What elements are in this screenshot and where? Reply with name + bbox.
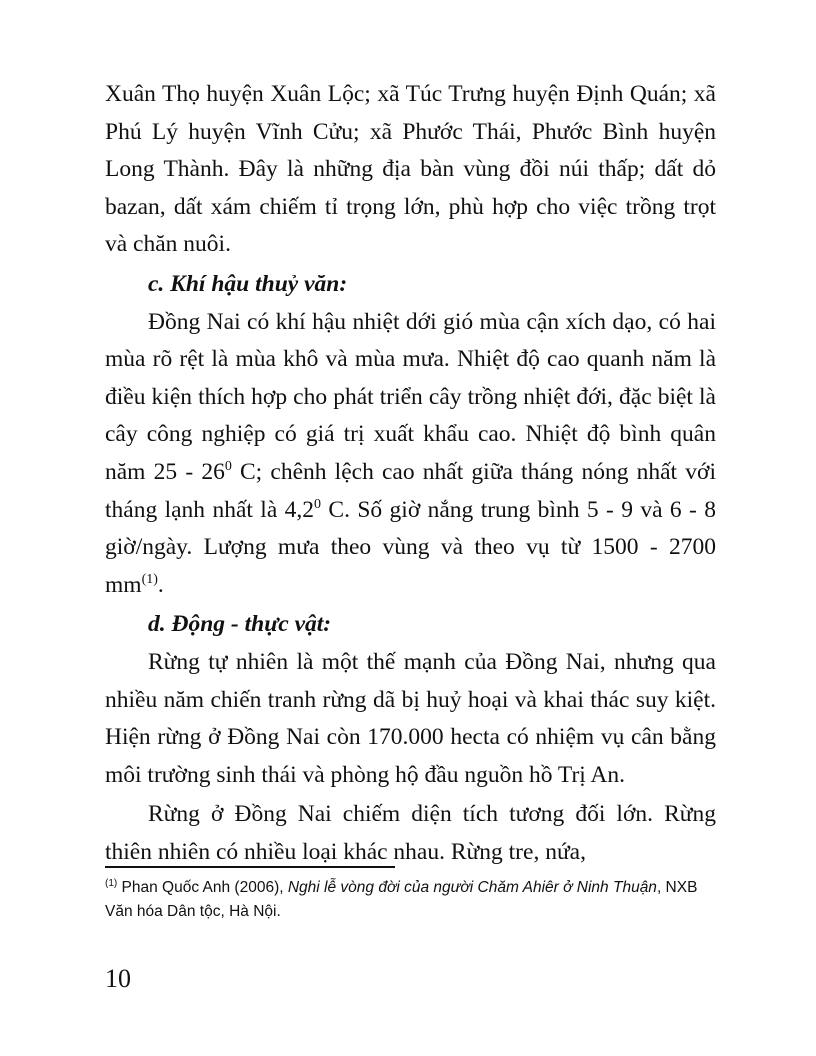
climate-text-c: C. Số giờ nắng trung bình 5 - 9 và 6 - 8 giờ/ngày. Lượng mưa theo vùng và theo vụ từ 1500 - 2700 mm bbox=[105, 496, 716, 598]
paragraph-forest-area: Rừng ở Đồng Nai chiếm diện tích tương đối lớn. Rừng thiên nhiên có nhiều loại khác nhau. Rừng tre, nứa, bbox=[105, 801, 716, 865]
footnote-publisher: , NXB Văn hóa Dân tộc, Hà Nội. bbox=[105, 879, 698, 920]
paragraph-climate bbox=[105, 304, 716, 605]
page-number: 10 bbox=[105, 964, 131, 993]
footnote bbox=[105, 876, 725, 924]
paragraph-forest: Rừng tự nhiên là một thế mạnh của Đồng Nai, nhưng qua nhiều năm chiến tranh rừng dã bị huỷ hoại và khai thác suy kiệt. Hiện rừng ở Đồng Nai còn 170.000 hecta có nhiệm vụ cân bằng môi trường sinh thái và phòng hộ đầu nguồn hồ Trị An. bbox=[105, 648, 716, 788]
section-heading-climate: c. Khí hậu thuỷ văn: bbox=[148, 270, 348, 297]
footnote-marker: (1) bbox=[105, 878, 118, 889]
section-heading-flora-fauna: d. Động - thực vật: bbox=[148, 611, 332, 638]
footnote-reference: (1) bbox=[141, 571, 158, 587]
paragraph-location: Xuân Thọ huyện Xuân Lộc; xã Túc Trưng huyện Định Quán; xã Phú Lý huyện Vĩnh Cửu; xã Phước Thái, Phước Bình huyện Long Thành. Đây là những địa bàn vùng đồi núi thấp; dất dỏ bazan, dất xám chiếm tỉ trọng lớn, phù hợp cho việc trồng trọt và chăn nuôi. bbox=[105, 81, 716, 258]
climate-text-end: . bbox=[157, 571, 164, 598]
footnote-author: Phan Quốc Anh (2006), bbox=[117, 879, 288, 896]
footnote-divider bbox=[105, 866, 395, 868]
climate-text-a: Đồng Nai có khí hậu nhiệt dới gió mùa cận xích dạo, có hai mùa rõ rệt là mùa khô và mùa mưa. Nhiệt độ cao quanh năm là điều kiện thích hợp cho phát triển cây trồng nhiệt đới, đặc biệt là cây công nghiệp có giá trị xuất khẩu cao. Nhiệt độ bình quân năm 25 - 26 bbox=[105, 308, 716, 485]
degree-superscript: 0 bbox=[224, 458, 232, 474]
footnote-title: Nghi lễ vòng đời của người Chăm Ahiêr ở Ninh Thuận bbox=[287, 879, 657, 896]
climate-text-b: C; chênh lệch cao nhất giữa tháng nóng nhất với tháng lạnh nhất là 4,2 bbox=[105, 458, 716, 523]
page-body bbox=[105, 76, 716, 871]
degree-superscript: 0 bbox=[314, 496, 322, 512]
